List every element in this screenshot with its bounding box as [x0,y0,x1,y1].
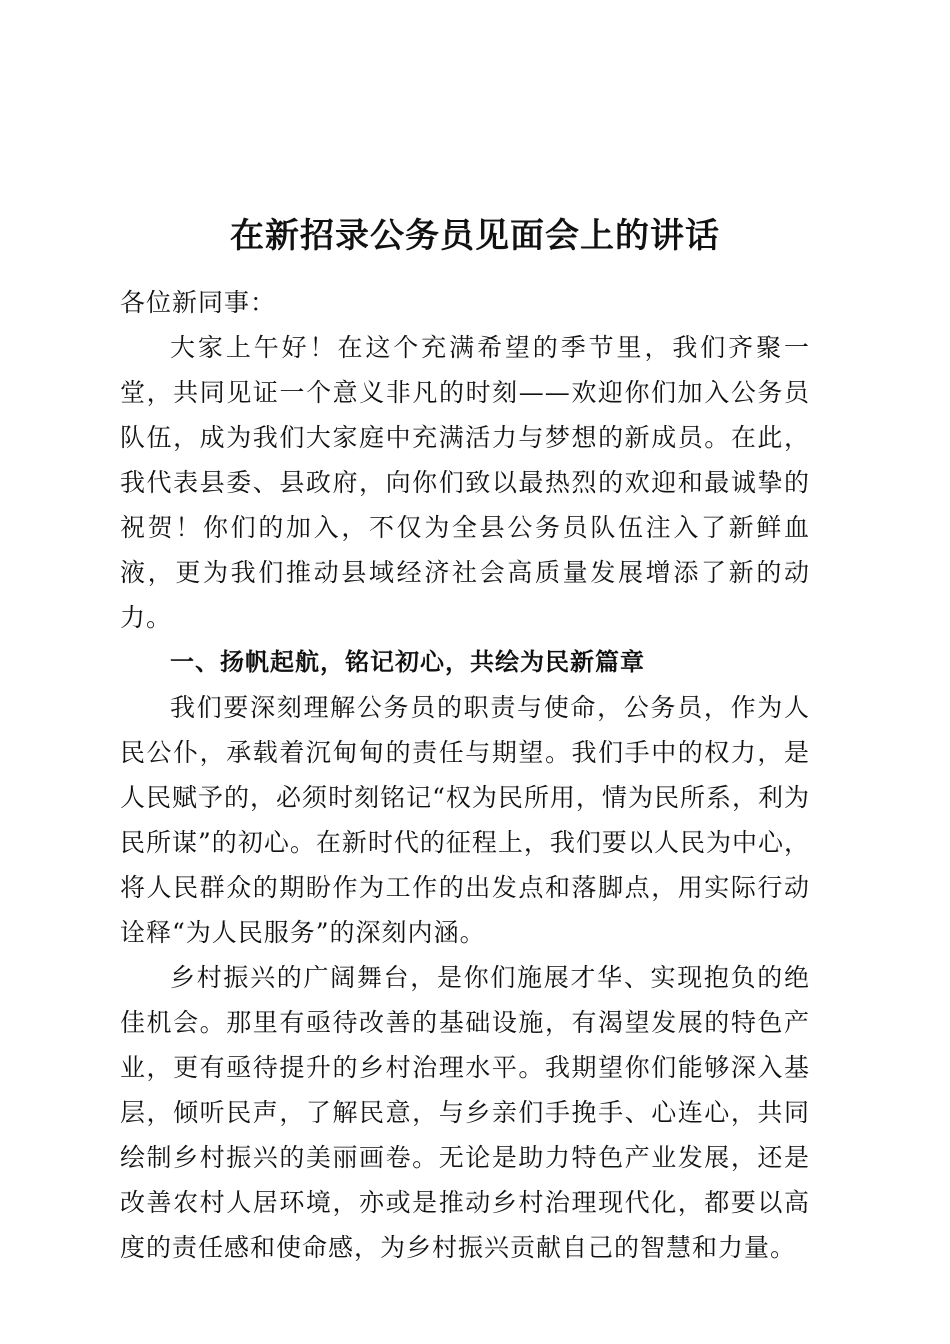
document-body [120,280,810,1270]
document-title: 在新招录公务员见面会上的讲话 [230,216,720,256]
paragraph-section1-1: 我们要深刻理解公务员的职责与使命，公务员，作为人民公仆，承载着沉甸甸的责任与期望。我们手中的权力，是人民赋予的，必须时刻铭记“权为民所用，情为民所系，利为民所谋”的初心。在新时代的征程上，我们要以人民为中心，将人民群众的期盼作为工作的出发点和落脚点，用实际行动诠释“为人民服务”的深刻内涵。 [120,693,810,947]
section-heading-1: 一、扬帆起航，铭记初心，共绘为民新篇章 [170,648,645,676]
paragraph-opening: 大家上午好！在这个充满希望的季节里，我们齐聚一堂，共同见证一个意义非凡的时刻——欢迎你们加入公务员队伍，成为我们大家庭中充满活力与梦想的新成员。在此，我代表县委、县政府，向你们致以最热烈的欢迎和最诚挚的祝贺！你们的加入，不仅为全县公务员队伍注入了新鲜血液，更为我们推动县域经济社会高质量发展增添了新的动力。 [120,333,810,632]
paragraph-section1-2: 乡村振兴的广阔舞台，是你们施展才华、实现抱负的绝佳机会。那里有亟待改善的基础设施，有渴望发展的特色产业，更有亟待提升的乡村治理水平。我期望你们能够深入基层，倾听民声，了解民意，与乡亲们手挽手、心连心，共同绘制乡村振兴的美丽画卷。无论是助力特色产业发展，还是改善农村人居环境，亦或是推动乡村治理现代化，都要以高度的责任感和使命感，为乡村振兴贡献自己的智慧和力量。 [120,963,810,1262]
salutation: 各位新同事： [120,288,277,317]
